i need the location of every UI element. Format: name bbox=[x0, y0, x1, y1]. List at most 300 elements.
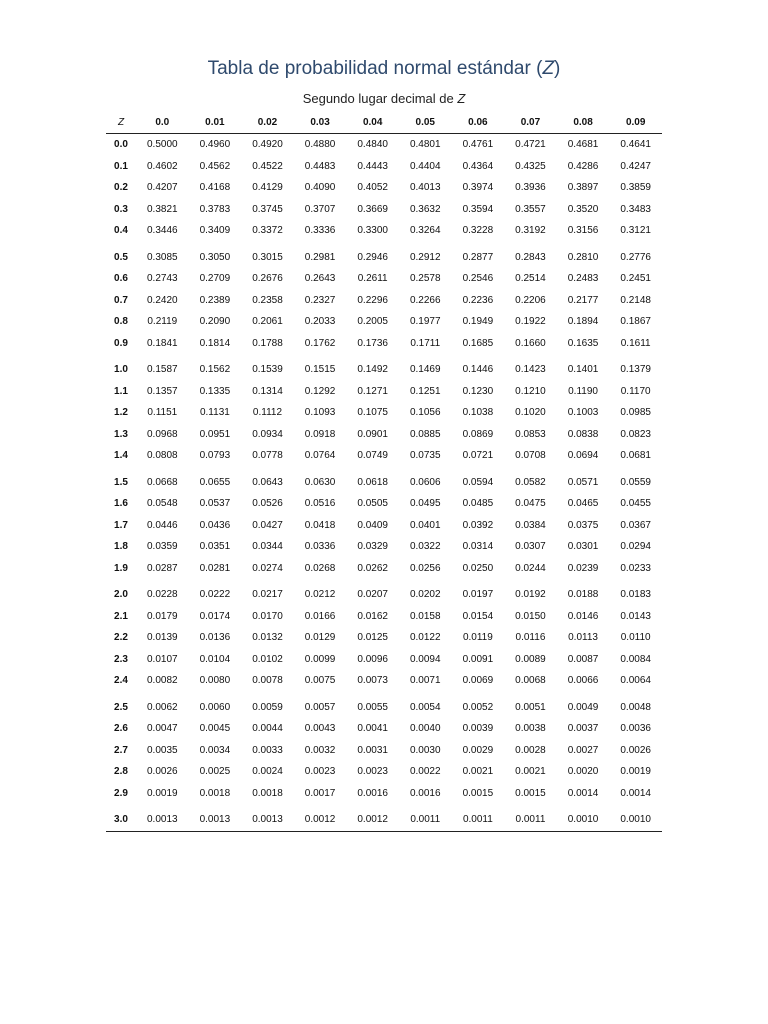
probability-cell: 0.0537 bbox=[199, 498, 231, 510]
z-value-cell: 1.9 bbox=[114, 562, 128, 574]
column-header: 0.03 bbox=[294, 111, 347, 134]
probability-cell: 0.0655 bbox=[199, 476, 231, 488]
z-value-cell: 0.6 bbox=[114, 273, 128, 285]
probability-cell: 0.0708 bbox=[515, 450, 546, 462]
probability-cell: 0.0035 bbox=[147, 744, 178, 756]
probability-cell: 0.0113 bbox=[568, 632, 598, 644]
z-value-cell: 2.8 bbox=[114, 766, 128, 778]
probability-cell: 0.0192 bbox=[515, 589, 546, 601]
probability-cell: 0.0129 bbox=[304, 632, 336, 644]
probability-cell: 0.4641 bbox=[620, 139, 651, 151]
probability-cell: 0.0016 bbox=[357, 787, 388, 799]
probability-cell: 0.1003 bbox=[567, 407, 599, 419]
probability-cell: 0.4090 bbox=[304, 182, 336, 194]
probability-cell: 0.1335 bbox=[199, 385, 231, 397]
subtitle-variable: Z bbox=[457, 91, 466, 106]
probability-cell: 0.0274 bbox=[252, 562, 283, 574]
probability-cell: 0.0869 bbox=[462, 428, 494, 440]
probability-cell: 0.3897 bbox=[567, 182, 599, 194]
probability-cell: 0.2327 bbox=[304, 294, 336, 306]
z-value-cell: 1.3 bbox=[114, 428, 128, 440]
probability-cell: 0.0045 bbox=[199, 723, 231, 735]
probability-cell: 0.4880 bbox=[304, 139, 336, 151]
column-header: 0.08 bbox=[557, 111, 610, 134]
column-header: 0.06 bbox=[452, 111, 505, 134]
probability-cell: 0.0012 bbox=[346, 804, 399, 831]
probability-cell: 0.4483 bbox=[304, 160, 336, 172]
probability-cell: 0.0066 bbox=[567, 675, 599, 687]
probability-cell: 0.0427 bbox=[252, 519, 283, 531]
table-row bbox=[106, 156, 662, 178]
column-header: 0.0 bbox=[136, 111, 189, 134]
probability-cell: 0.0446 bbox=[147, 519, 178, 531]
probability-cell: 0.4721 bbox=[515, 139, 546, 151]
probability-cell: 0.0401 bbox=[409, 519, 441, 531]
table-row bbox=[106, 761, 662, 783]
probability-cell: 0.4920 bbox=[252, 139, 283, 151]
probability-cell: 0.3121 bbox=[620, 225, 651, 237]
probability-cell: 0.0015 bbox=[515, 787, 546, 799]
probability-cell: 0.0197 bbox=[462, 589, 494, 601]
probability-cell: 0.0013 bbox=[136, 804, 189, 831]
probability-cell: 0.0102 bbox=[252, 653, 283, 665]
column-header: 0.05 bbox=[399, 111, 452, 134]
probability-cell: 0.0087 bbox=[567, 653, 599, 665]
probability-cell: 0.4960 bbox=[199, 139, 231, 151]
probability-cell: 0.2611 bbox=[357, 273, 388, 285]
probability-cell: 0.0418 bbox=[304, 519, 336, 531]
table-row bbox=[106, 692, 662, 719]
table-row bbox=[106, 670, 662, 692]
probability-cell: 0.0068 bbox=[515, 675, 546, 687]
probability-cell: 0.1949 bbox=[462, 316, 494, 328]
probability-cell: 0.0749 bbox=[357, 450, 388, 462]
table-row bbox=[106, 177, 662, 199]
probability-cell: 0.2236 bbox=[462, 294, 494, 306]
probability-cell: 0.0014 bbox=[620, 787, 651, 799]
probability-cell: 0.4129 bbox=[252, 182, 283, 194]
probability-cell: 0.0853 bbox=[515, 428, 546, 440]
probability-cell: 0.0475 bbox=[515, 498, 546, 510]
probability-cell: 0.0010 bbox=[557, 804, 610, 831]
table-row bbox=[106, 536, 662, 558]
probability-cell: 0.2776 bbox=[620, 251, 651, 263]
probability-cell: 0.0436 bbox=[199, 519, 231, 531]
probability-cell: 0.2005 bbox=[357, 316, 388, 328]
probability-cell: 0.4522 bbox=[252, 160, 283, 172]
probability-cell: 0.1251 bbox=[409, 385, 441, 397]
probability-cell: 0.0028 bbox=[515, 744, 546, 756]
probability-cell: 0.0951 bbox=[199, 428, 231, 440]
probability-cell: 0.0336 bbox=[304, 541, 336, 553]
probability-cell: 0.0011 bbox=[399, 804, 452, 831]
probability-cell: 0.1515 bbox=[304, 364, 336, 376]
probability-cell: 0.0021 bbox=[515, 766, 546, 778]
probability-cell: 0.0985 bbox=[620, 407, 651, 419]
table-row bbox=[106, 268, 662, 290]
probability-cell: 0.0023 bbox=[304, 766, 336, 778]
probability-cell: 0.0031 bbox=[357, 744, 388, 756]
probability-cell: 0.0485 bbox=[462, 498, 494, 510]
probability-cell: 0.4168 bbox=[199, 182, 231, 194]
probability-cell: 0.0019 bbox=[147, 787, 178, 799]
probability-cell: 0.0668 bbox=[147, 476, 178, 488]
probability-cell: 0.2546 bbox=[462, 273, 494, 285]
z-value-cell: 2.1 bbox=[114, 610, 128, 622]
probability-cell: 0.0099 bbox=[304, 653, 336, 665]
title-variable: Z bbox=[542, 58, 555, 79]
probability-cell: 0.1814 bbox=[199, 337, 231, 349]
probability-cell: 0.2483 bbox=[567, 273, 599, 285]
probability-cell: 0.1190 bbox=[568, 385, 598, 397]
probability-cell: 0.0027 bbox=[567, 744, 599, 756]
probability-cell: 0.1401 bbox=[567, 364, 599, 376]
probability-cell: 0.0228 bbox=[147, 589, 178, 601]
probability-cell: 0.0018 bbox=[252, 787, 283, 799]
probability-cell: 0.3594 bbox=[462, 203, 494, 215]
probability-cell: 0.0301 bbox=[567, 541, 599, 553]
probability-cell: 0.0043 bbox=[304, 723, 336, 735]
probability-cell: 0.0146 bbox=[567, 610, 599, 622]
probability-cell: 0.1038 bbox=[462, 407, 494, 419]
probability-cell: 0.0154 bbox=[462, 610, 494, 622]
probability-cell: 0.0367 bbox=[620, 519, 651, 531]
probability-cell: 0.0116 bbox=[515, 632, 546, 644]
z-value-cell: 2.0 bbox=[114, 589, 128, 601]
probability-cell: 0.0125 bbox=[357, 632, 388, 644]
probability-cell: 0.1446 bbox=[462, 364, 494, 376]
probability-cell: 0.0222 bbox=[199, 589, 231, 601]
probability-cell: 0.0023 bbox=[357, 766, 388, 778]
probability-cell: 0.3483 bbox=[620, 203, 651, 215]
probability-cell: 0.0166 bbox=[304, 610, 336, 622]
table-row bbox=[106, 558, 662, 580]
probability-cell: 0.1736 bbox=[357, 337, 388, 349]
z-value-cell: 2.5 bbox=[114, 701, 128, 713]
probability-cell: 0.0322 bbox=[409, 541, 441, 553]
table-row bbox=[106, 515, 662, 537]
probability-cell: 0.0174 bbox=[199, 610, 231, 622]
probability-cell: 0.0582 bbox=[515, 476, 546, 488]
probability-cell: 0.2296 bbox=[357, 294, 388, 306]
probability-cell: 0.1635 bbox=[567, 337, 599, 349]
probability-cell: 0.0029 bbox=[462, 744, 494, 756]
probability-cell: 0.0064 bbox=[620, 675, 651, 687]
probability-cell: 0.3015 bbox=[252, 251, 283, 263]
table-row bbox=[106, 354, 662, 381]
z-probability-table bbox=[106, 111, 662, 832]
probability-cell: 0.0044 bbox=[252, 723, 283, 735]
column-header: 0.09 bbox=[609, 111, 662, 134]
probability-cell: 0.1423 bbox=[515, 364, 546, 376]
probability-cell: 0.2743 bbox=[147, 273, 178, 285]
probability-cell: 0.0455 bbox=[620, 498, 651, 510]
probability-cell: 0.3446 bbox=[147, 225, 178, 237]
table-row bbox=[106, 199, 662, 221]
probability-cell: 0.0018 bbox=[199, 787, 231, 799]
probability-cell: 0.2946 bbox=[357, 251, 388, 263]
probability-cell: 0.0011 bbox=[504, 804, 557, 831]
probability-cell: 0.1056 bbox=[409, 407, 441, 419]
probability-cell: 0.0082 bbox=[147, 675, 178, 687]
probability-cell: 0.0016 bbox=[409, 787, 441, 799]
probability-cell: 0.3264 bbox=[409, 225, 441, 237]
probability-cell: 0.4562 bbox=[199, 160, 231, 172]
probability-cell: 0.3192 bbox=[515, 225, 546, 237]
probability-cell: 0.1788 bbox=[252, 337, 283, 349]
probability-cell: 0.0089 bbox=[515, 653, 546, 665]
probability-cell: 0.4207 bbox=[147, 182, 178, 194]
probability-cell: 0.0132 bbox=[252, 632, 283, 644]
probability-cell: 0.0287 bbox=[147, 562, 178, 574]
probability-cell: 0.0022 bbox=[409, 766, 441, 778]
probability-cell: 0.0344 bbox=[252, 541, 283, 553]
table-row bbox=[106, 627, 662, 649]
probability-cell: 0.2643 bbox=[304, 273, 336, 285]
probability-cell: 0.2061 bbox=[252, 316, 283, 328]
probability-cell: 0.2119 bbox=[147, 316, 178, 328]
z-value-cell: 2.9 bbox=[114, 787, 128, 799]
probability-cell: 0.1210 bbox=[515, 385, 546, 397]
probability-cell: 0.2843 bbox=[515, 251, 546, 263]
probability-cell: 0.1660 bbox=[515, 337, 546, 349]
probability-cell: 0.0643 bbox=[252, 476, 283, 488]
probability-cell: 0.0735 bbox=[409, 450, 441, 462]
probability-cell: 0.0606 bbox=[409, 476, 441, 488]
probability-cell: 0.3557 bbox=[515, 203, 546, 215]
probability-cell: 0.1611 bbox=[620, 337, 651, 349]
probability-cell: 0.0021 bbox=[462, 766, 494, 778]
probability-cell: 0.0013 bbox=[189, 804, 242, 831]
probability-cell: 0.0012 bbox=[294, 804, 347, 831]
probability-cell: 0.0217 bbox=[252, 589, 283, 601]
z-value-cell: 1.1 bbox=[114, 385, 128, 397]
probability-cell: 0.0026 bbox=[620, 744, 651, 756]
probability-cell: 0.0015 bbox=[462, 787, 494, 799]
probability-cell: 0.2877 bbox=[462, 251, 494, 263]
probability-cell: 0.3783 bbox=[199, 203, 231, 215]
probability-cell: 0.1867 bbox=[620, 316, 651, 328]
probability-cell: 0.0618 bbox=[357, 476, 388, 488]
probability-cell: 0.0202 bbox=[409, 589, 441, 601]
probability-cell: 0.3228 bbox=[462, 225, 494, 237]
z-value-cell: 2.4 bbox=[114, 675, 128, 687]
probability-cell: 0.0681 bbox=[620, 450, 651, 462]
z-value-cell: 0.8 bbox=[114, 316, 128, 328]
probability-cell: 0.0084 bbox=[620, 653, 651, 665]
page-title bbox=[0, 58, 768, 80]
probability-cell: 0.2912 bbox=[409, 251, 441, 263]
probability-cell: 0.3050 bbox=[199, 251, 231, 263]
z-column-header: Z bbox=[106, 111, 136, 134]
z-value-cell: 0.7 bbox=[114, 294, 128, 306]
probability-cell: 0.2420 bbox=[147, 294, 178, 306]
probability-cell: 0.1020 bbox=[515, 407, 546, 419]
probability-cell: 0.1492 bbox=[357, 364, 388, 376]
probability-cell: 0.0150 bbox=[515, 610, 546, 622]
probability-cell: 0.0073 bbox=[357, 675, 388, 687]
probability-cell: 0.1977 bbox=[409, 316, 441, 328]
probability-cell: 0.0034 bbox=[199, 744, 231, 756]
table-row bbox=[106, 290, 662, 312]
probability-cell: 0.0122 bbox=[409, 632, 441, 644]
probability-cell: 0.0047 bbox=[147, 723, 178, 735]
probability-cell: 0.3156 bbox=[567, 225, 599, 237]
probability-cell: 0.4013 bbox=[409, 182, 441, 194]
probability-cell: 0.3300 bbox=[357, 225, 388, 237]
probability-cell: 0.0062 bbox=[147, 701, 178, 713]
z-value-cell: 2.6 bbox=[114, 723, 128, 735]
probability-cell: 0.0233 bbox=[620, 562, 651, 574]
probability-cell: 0.0918 bbox=[304, 428, 336, 440]
probability-cell: 0.1075 bbox=[357, 407, 388, 419]
z-value-cell: 0.0 bbox=[114, 139, 128, 151]
z-value-cell: 0.3 bbox=[114, 203, 128, 215]
probability-cell: 0.2206 bbox=[515, 294, 546, 306]
probability-cell: 0.0075 bbox=[304, 675, 336, 687]
probability-cell: 0.0250 bbox=[462, 562, 494, 574]
probability-cell: 0.1762 bbox=[304, 337, 336, 349]
probability-cell: 0.3336 bbox=[304, 225, 336, 237]
probability-cell: 0.3372 bbox=[252, 225, 283, 237]
table-row bbox=[106, 718, 662, 740]
probability-cell: 0.0212 bbox=[304, 589, 336, 601]
z-value-cell: 1.2 bbox=[114, 407, 128, 419]
table-row bbox=[106, 311, 662, 333]
probability-cell: 0.0548 bbox=[147, 498, 178, 510]
probability-cell: 0.2090 bbox=[199, 316, 231, 328]
probability-cell: 0.0059 bbox=[252, 701, 283, 713]
probability-cell: 0.0143 bbox=[620, 610, 651, 622]
probability-cell: 0.0139 bbox=[147, 632, 178, 644]
probability-cell: 0.4247 bbox=[620, 160, 651, 172]
probability-cell: 0.0630 bbox=[304, 476, 336, 488]
probability-cell: 0.0778 bbox=[252, 450, 283, 462]
probability-cell: 0.0351 bbox=[199, 541, 231, 553]
column-header: 0.07 bbox=[504, 111, 557, 134]
probability-cell: 0.3745 bbox=[252, 203, 283, 215]
probability-cell: 0.0019 bbox=[620, 766, 651, 778]
probability-cell: 0.0793 bbox=[199, 450, 231, 462]
probability-cell: 0.2451 bbox=[620, 273, 651, 285]
probability-cell: 0.2148 bbox=[620, 294, 651, 306]
probability-cell: 0.0244 bbox=[515, 562, 546, 574]
probability-cell: 0.0119 bbox=[462, 632, 493, 644]
probability-cell: 0.0294 bbox=[620, 541, 651, 553]
probability-cell: 0.0823 bbox=[620, 428, 651, 440]
probability-cell: 0.4052 bbox=[357, 182, 388, 194]
probability-cell: 0.0039 bbox=[462, 723, 494, 735]
probability-cell: 0.2709 bbox=[199, 273, 231, 285]
probability-cell: 0.0183 bbox=[620, 589, 651, 601]
probability-cell: 0.0162 bbox=[357, 610, 388, 622]
probability-cell: 0.0026 bbox=[147, 766, 178, 778]
probability-cell: 0.0052 bbox=[462, 701, 494, 713]
probability-cell: 0.0239 bbox=[567, 562, 599, 574]
probability-cell: 0.2177 bbox=[567, 294, 599, 306]
probability-cell: 0.0359 bbox=[147, 541, 178, 553]
probability-cell: 0.0091 bbox=[462, 653, 494, 665]
probability-cell: 0.0188 bbox=[567, 589, 599, 601]
z-value-cell: 1.0 bbox=[114, 364, 128, 376]
table-row bbox=[106, 220, 662, 242]
probability-cell: 0.1151 bbox=[147, 407, 178, 419]
table-row bbox=[106, 579, 662, 606]
probability-cell: 0.0033 bbox=[252, 744, 283, 756]
probability-cell: 0.0013 bbox=[241, 804, 294, 831]
z-value-cell: 1.5 bbox=[114, 476, 128, 488]
probability-cell: 0.0392 bbox=[462, 519, 494, 531]
probability-cell: 0.3707 bbox=[304, 203, 336, 215]
probability-cell: 0.4325 bbox=[515, 160, 546, 172]
z-value-cell: 2.7 bbox=[114, 744, 128, 756]
table-row bbox=[106, 242, 662, 269]
probability-cell: 0.0571 bbox=[567, 476, 599, 488]
column-header: 0.01 bbox=[189, 111, 242, 134]
table-row bbox=[106, 649, 662, 671]
probability-cell: 0.4443 bbox=[357, 160, 388, 172]
probability-cell: 0.1379 bbox=[620, 364, 651, 376]
probability-cell: 0.0038 bbox=[515, 723, 546, 735]
z-value-cell: 0.1 bbox=[114, 160, 128, 172]
probability-cell: 0.2981 bbox=[304, 251, 336, 263]
probability-cell: 0.3632 bbox=[409, 203, 441, 215]
probability-cell: 0.2578 bbox=[409, 273, 441, 285]
table-header-row bbox=[106, 111, 662, 134]
probability-cell: 0.0495 bbox=[409, 498, 441, 510]
column-header: 0.02 bbox=[241, 111, 294, 134]
probability-cell: 0.1314 bbox=[252, 385, 283, 397]
z-value-cell: 3.0 bbox=[106, 804, 136, 831]
probability-cell: 0.0934 bbox=[252, 428, 283, 440]
probability-cell: 0.2676 bbox=[252, 273, 283, 285]
probability-cell: 0.3085 bbox=[147, 251, 178, 263]
probability-cell: 0.0885 bbox=[409, 428, 441, 440]
title-close: ) bbox=[554, 58, 561, 79]
probability-cell: 0.4286 bbox=[567, 160, 599, 172]
probability-cell: 0.4681 bbox=[567, 139, 599, 151]
probability-cell: 0.0307 bbox=[515, 541, 546, 553]
probability-cell: 0.2266 bbox=[409, 294, 441, 306]
probability-cell: 0.1230 bbox=[462, 385, 494, 397]
probability-cell: 0.0010 bbox=[609, 804, 662, 831]
table-row bbox=[106, 467, 662, 494]
probability-cell: 0.4602 bbox=[147, 160, 178, 172]
probability-cell: 0.0017 bbox=[304, 787, 336, 799]
probability-cell: 0.0036 bbox=[620, 723, 651, 735]
table-row bbox=[106, 381, 662, 403]
table-row bbox=[106, 402, 662, 424]
probability-cell: 0.4801 bbox=[409, 139, 441, 151]
probability-cell: 0.0078 bbox=[252, 675, 283, 687]
probability-cell: 0.5000 bbox=[147, 139, 178, 151]
probability-cell: 0.0281 bbox=[199, 562, 231, 574]
table-row bbox=[106, 445, 662, 467]
probability-cell: 0.0559 bbox=[620, 476, 651, 488]
table-row bbox=[106, 493, 662, 515]
probability-cell: 0.1562 bbox=[199, 364, 231, 376]
table-body bbox=[106, 134, 662, 832]
probability-cell: 0.0314 bbox=[462, 541, 494, 553]
probability-cell: 0.0764 bbox=[304, 450, 336, 462]
probability-cell: 0.0179 bbox=[147, 610, 178, 622]
probability-cell: 0.0901 bbox=[357, 428, 388, 440]
probability-cell: 0.1131 bbox=[199, 407, 230, 419]
z-value-cell: 0.4 bbox=[114, 225, 128, 237]
probability-cell: 0.2389 bbox=[199, 294, 231, 306]
probability-cell: 0.0025 bbox=[199, 766, 231, 778]
probability-cell: 0.1170 bbox=[620, 385, 651, 397]
